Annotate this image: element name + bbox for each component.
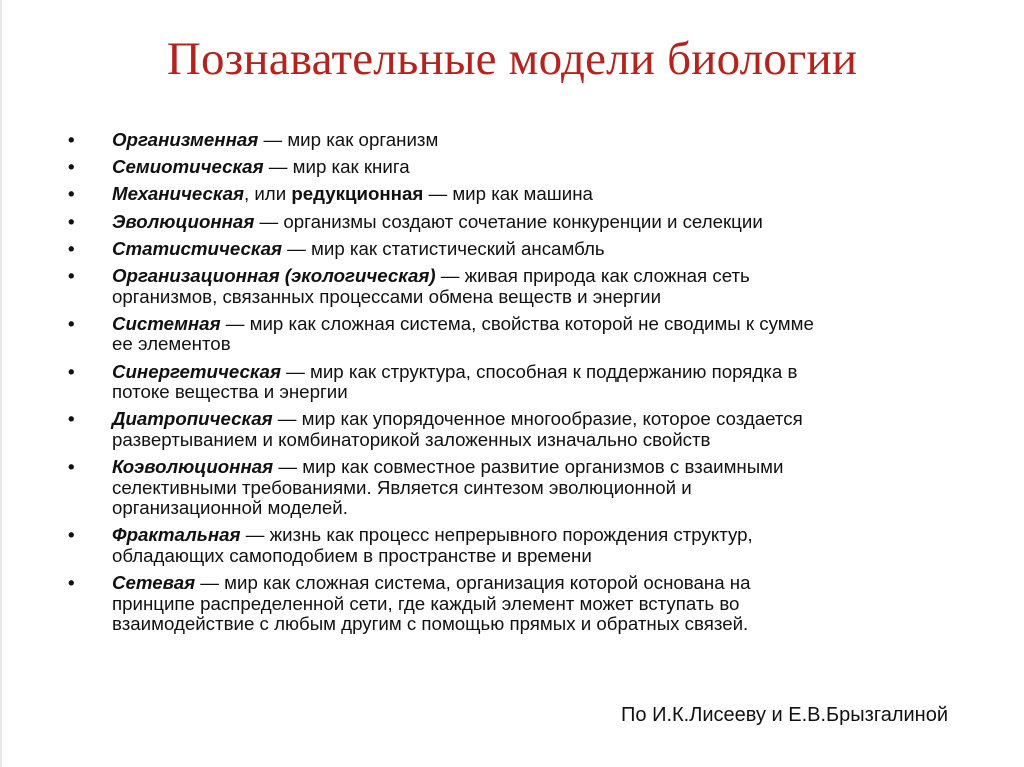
list-item [68, 457, 968, 519]
model-term: Эволюционная [112, 210, 255, 232]
model-description: — организмы создают сочетание конкуренции и селекции [254, 210, 763, 232]
bullet-icon: • [68, 237, 75, 259]
bullet-icon: • [68, 408, 75, 430]
item-first-line [112, 314, 968, 335]
model-description-continued: селективными требованиями. Является синтезом эволюционной и [112, 476, 692, 498]
list-item [68, 239, 968, 260]
bullet-icon: • [68, 264, 75, 286]
model-description: — мир как структура, способная к поддержанию порядка в [280, 360, 798, 382]
model-description: — жизнь как процесс непрерывного порождения структур, [240, 524, 753, 546]
bullet-icon: • [68, 456, 75, 478]
model-term: Сетевая [112, 572, 196, 594]
slide-title: Познавательные модели биологии [166, 33, 858, 85]
item-first-line [112, 212, 968, 233]
list-item [68, 525, 968, 566]
item-first-line [112, 130, 968, 151]
item-first-line [112, 409, 968, 430]
model-term: Статистическая [112, 237, 282, 259]
bullet-icon: • [68, 572, 75, 594]
model-description-continued: взаимодействие с любым другим с помощью прямых и обратных связей. [112, 613, 749, 635]
item-first-line [112, 525, 968, 546]
model-term-alt: редукционная [291, 183, 424, 205]
model-description: — мир как книга [263, 156, 410, 178]
model-term: Диатропическая [112, 408, 273, 430]
list-item [68, 314, 968, 355]
model-description-continued: ее элементов [112, 333, 231, 355]
model-term: Системная [112, 312, 221, 334]
list-item [68, 212, 968, 233]
term-joiner: , или [243, 183, 292, 205]
model-term: Организменная [112, 129, 259, 150]
model-description-continued: обладающих самоподобием в пространстве и времени [112, 545, 592, 567]
item-first-line [112, 239, 968, 260]
bullet-icon: • [68, 524, 75, 546]
model-description: — мир как совместное развитие организмов с взаимными [273, 456, 784, 478]
model-description-continued: принципе распределенной сети, где каждый элемент может вступать во [112, 592, 740, 614]
item-first-line [112, 266, 968, 287]
list-item [68, 362, 968, 403]
list-item [68, 573, 968, 635]
bullet-icon: • [68, 210, 75, 232]
model-description: — мир как машина [423, 183, 593, 205]
model-description-continued: развертыванием и комбинаторикой заложенных изначально свойств [112, 428, 711, 450]
item-first-line [112, 362, 968, 383]
model-description-continued: потоке вещества и энергии [112, 381, 348, 403]
model-description-continued: организационной моделей. [112, 497, 348, 519]
bullet-icon: • [68, 312, 75, 334]
model-term: Коэволюционная [112, 456, 274, 478]
model-description-continued: организмов, связанных процессами обмена веществ и энергии [112, 285, 662, 307]
model-list [68, 130, 968, 642]
item-first-line [112, 573, 968, 594]
list-item [68, 409, 968, 450]
slide-edge-divider [0, 0, 2, 767]
model-description: — мир как сложная система, свойства которой не сводимы к сумме [220, 312, 814, 334]
bullet-icon: • [68, 360, 75, 382]
list-item [68, 266, 968, 307]
list-item [68, 184, 968, 205]
list-item [68, 130, 968, 151]
model-term: Синергетическая [112, 360, 281, 382]
model-description: — мир как организм [258, 129, 439, 150]
model-term: Механическая [112, 183, 244, 205]
list-item [68, 157, 968, 178]
model-term: Семиотическая [112, 156, 264, 178]
model-description: — мир как сложная система, организация которой основана на [195, 572, 751, 594]
model-description: — живая природа как сложная сеть [435, 264, 750, 286]
bullet-icon: • [68, 129, 75, 150]
item-first-line [112, 457, 968, 478]
item-first-line [112, 157, 968, 178]
model-term: Фрактальная [112, 524, 241, 546]
model-description: — мир как упорядоченное многообразие, которое создается [272, 408, 803, 430]
model-description: — мир как статистический ансамбль [281, 237, 605, 259]
model-term: Организационная (экологическая) [112, 264, 436, 286]
bullet-icon: • [68, 156, 75, 178]
item-first-line [112, 184, 968, 205]
bullet-icon: • [68, 183, 75, 205]
source-credit: По И.К.Лисееву и Е.В.Брызгалиной [621, 704, 948, 726]
